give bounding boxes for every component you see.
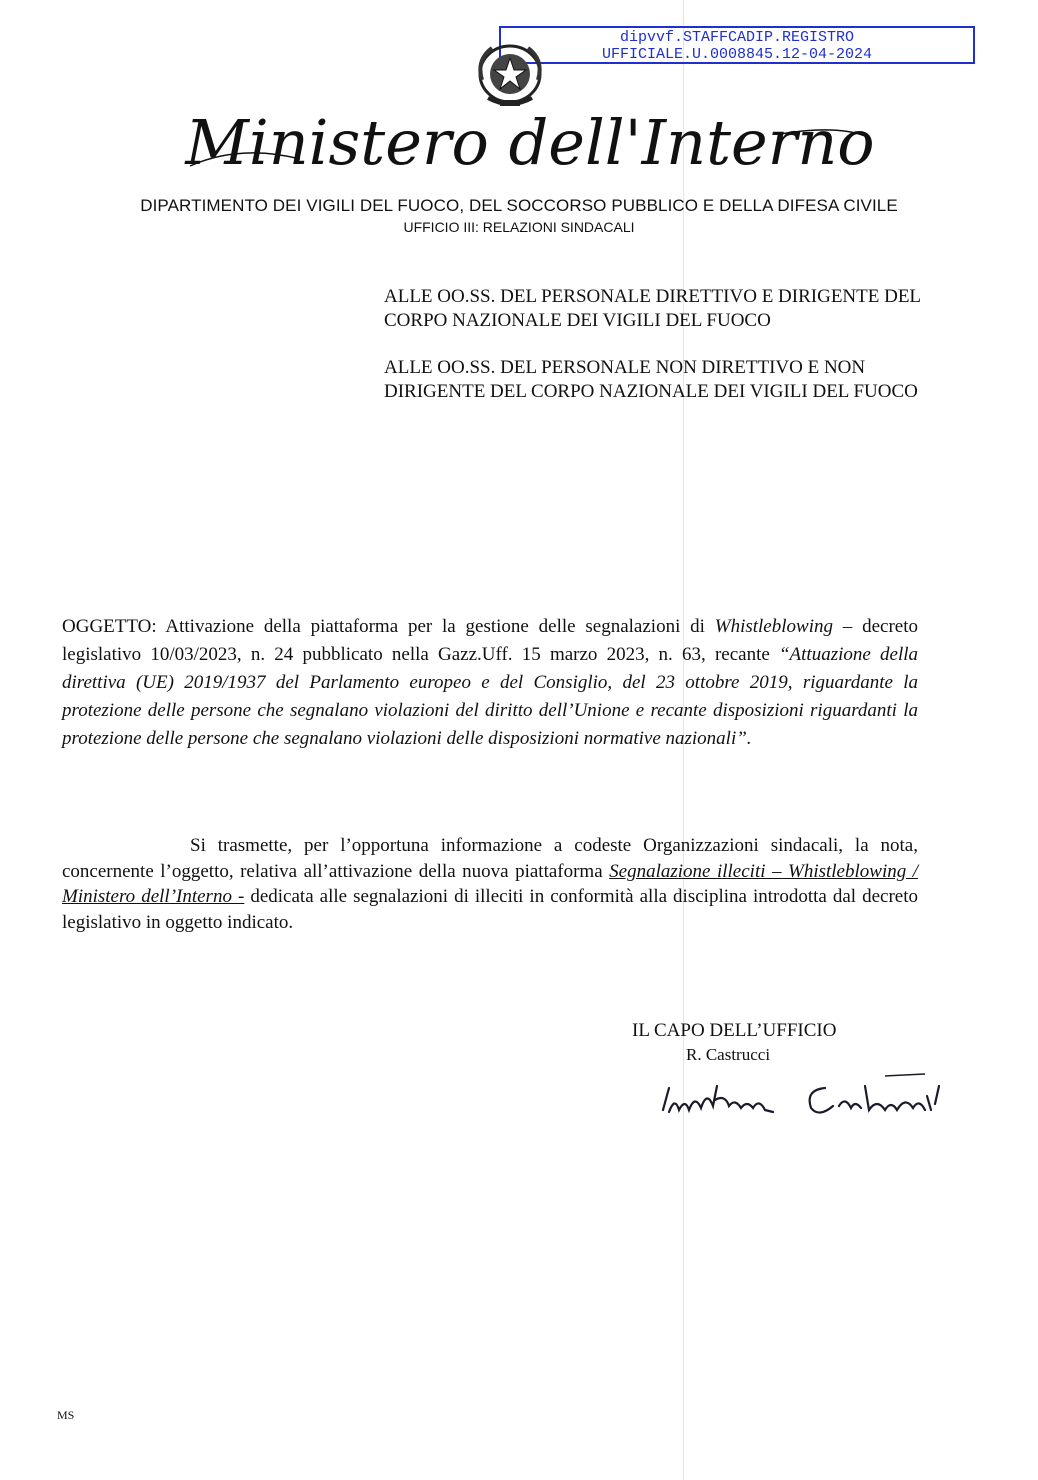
body-text-a: Si trasmette, per l’opportuna informazione a codeste Organizzazioni sindacali, la nota, concernente l’oggetto, relativa all’attivazione della nuova piattaforma [62,835,918,882]
subject-decree-title: “Attuazione della direttiva (UE) 2019/1937 del Parlamento europeo e del Consiglio, del 23 ottobre 2019, riguardante la protezione delle persone che segnalano violazioni del diritto dell’Unione e recante disposizioni riguardanti la protezione delle persone che segnalano violazioni delle disposizioni normative nazionali”. [62,644,919,749]
protocol-stamp [499,26,975,64]
recipient-1: ALLE OO.SS. DEL PERSONALE DIRETTIVO E DIRIGENTE DEL CORPO NAZIONALE DEI VIGILI DEL FUOCO [384,286,921,331]
subject-label: OGGETTO: [62,616,157,637]
subject-whistleblowing: Whistleblowing [714,616,833,637]
protocol-stamp-line-1: dipvvf.STAFFCADIP.REGISTRO [619,29,855,46]
subject-paragraph [62,613,918,753]
subject-text-a: Attivazione della piattaforma per la gestione delle segnalazioni di [156,616,715,637]
ministry-name-script [180,104,880,184]
platform-link[interactable]: Segnalazione illeciti – Whistleblowing / Ministero dell’Interno - [62,860,918,907]
subject-text-b: – decreto legislativo 10/03/2023, n. 24 pubblicato nella Gazz.Uff. 15 marzo 2023, n. 63, recante [62,616,919,665]
department-heading: DIPARTIMENTO DEI VIGILI DEL FUOCO, DEL SOCCORSO PUBBLICO E DELLA DIFESA CIVILE [140,196,898,215]
signer-name: R. Castrucci [686,1045,771,1064]
office-heading: UFFICIO III: RELAZIONI SINDACALI [403,219,635,235]
body-text-b: dedicata alle segnalazioni di illeciti in conformità alla disciplina introdotta dal decreto legislativo in oggetto indicato. [62,886,918,933]
handwritten-signature [655,1060,965,1130]
ministry-name-text: Ministero dell'Interno [185,106,875,179]
typist-initials: MS [57,1408,75,1422]
italian-republic-emblem-icon [470,40,550,112]
recipient-2: ALLE OO.SS. DEL PERSONALE NON DIRETTIVO E NON DIRIGENTE DEL CORPO NAZIONALE DEI VIGILI DEL FUOCO [384,357,918,402]
signer-title: IL CAPO DELL’UFFICIO [632,1020,837,1041]
protocol-stamp-line-2: UFFICIALE.U.0008845.12-04-2024 [601,46,873,63]
body-paragraph [62,833,918,935]
